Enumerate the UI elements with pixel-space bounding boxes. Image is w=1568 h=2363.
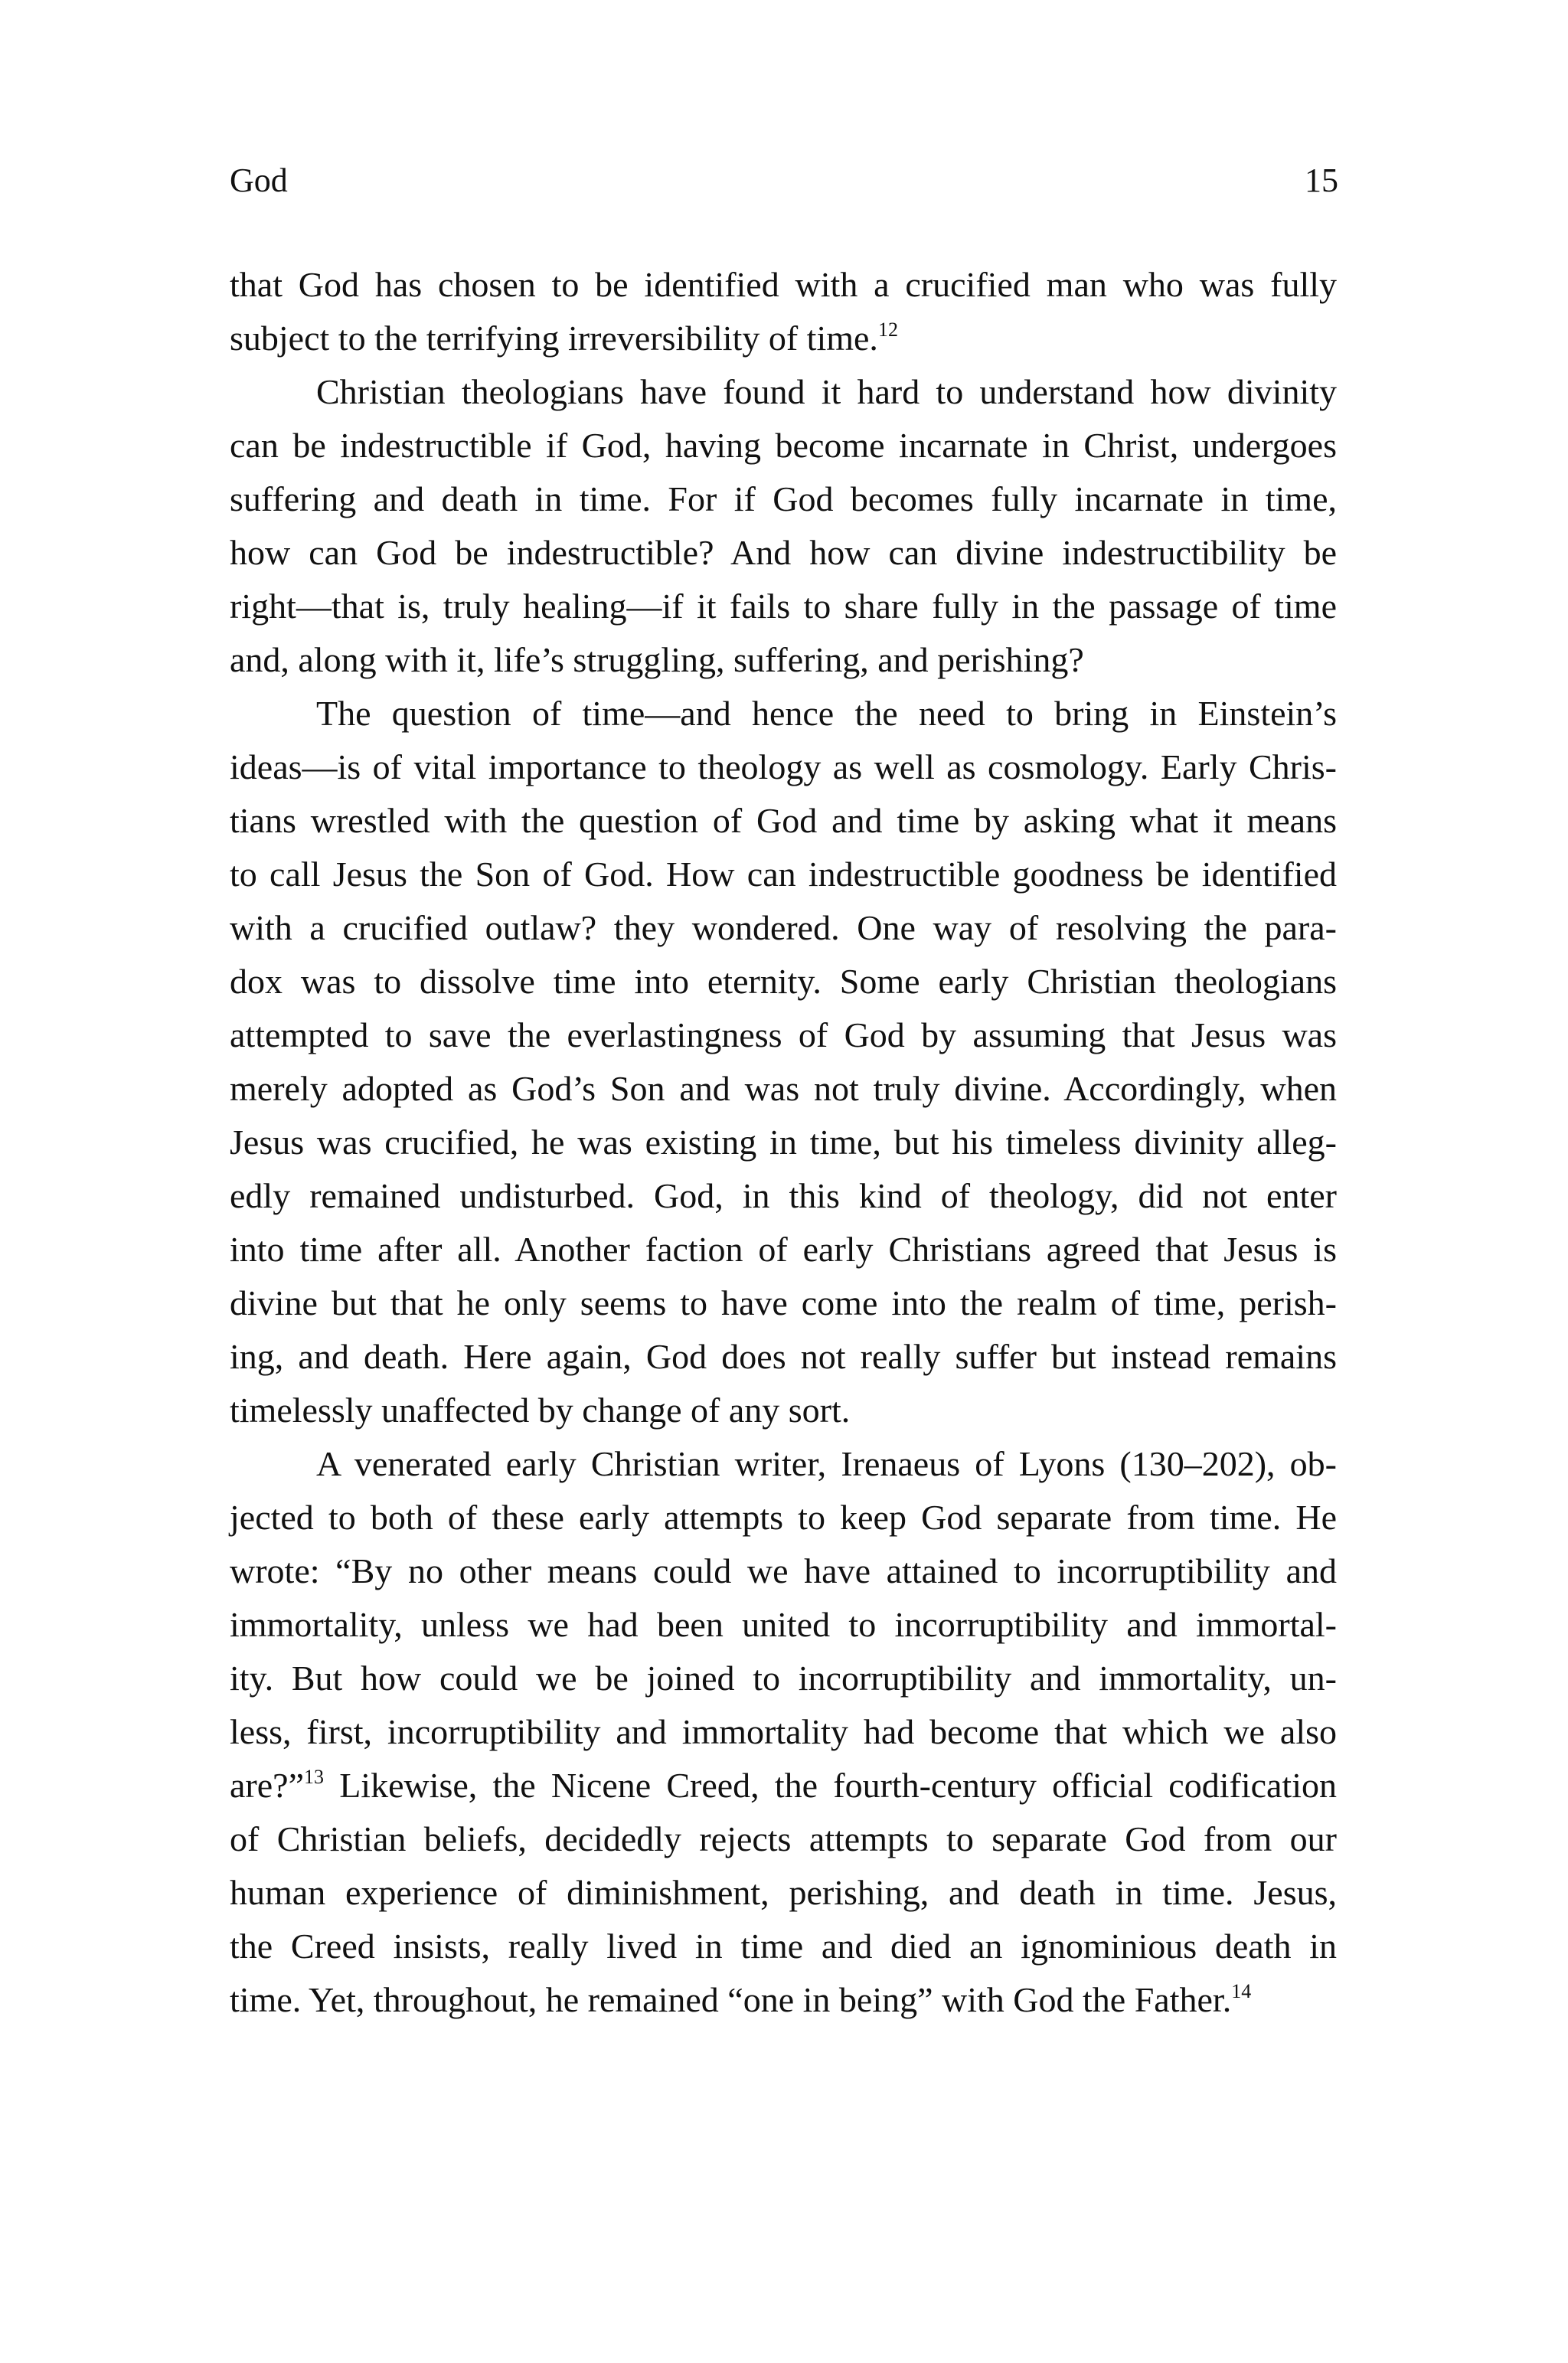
paragraph — [230, 258, 1337, 365]
running-head-title: God — [230, 162, 288, 199]
text-line: attempted to save the everlastingness of God by assuming that Jesus was — [230, 1015, 1337, 1054]
paragraph — [230, 1437, 1337, 2027]
text-line: immortality, unless we had been united to incorruptibility and immortal- — [230, 1605, 1337, 1644]
footnote-ref: 13 — [304, 1765, 324, 1788]
text-line: subject to the terrifying irreversibility of time.$^{12}$ — [230, 318, 898, 358]
text-line: can be indestructible if God, having become incarnate in Christ, undergoes — [230, 426, 1337, 465]
text-line: less, first, incorruptibility and immortality had become that which we also — [230, 1712, 1337, 1751]
text-line: dox was to dissolve time into eternity. Some early Christian theologians — [230, 962, 1337, 1001]
text-line: divine but that he only seems to have come into the realm of time, perish- — [230, 1283, 1337, 1322]
text-line: right—that is, truly healing—if it fails to share fully in the passage of time — [230, 587, 1337, 626]
text-line: into time after all. Another faction of early Christians agreed that Jesus is — [230, 1230, 1337, 1269]
text-line: timelessly unaffected by change of any sort. — [230, 1391, 851, 1430]
text-line: ity. But how could we be joined to incorruptibility and immortality, un- — [230, 1659, 1337, 1698]
running-head — [230, 158, 1338, 204]
text-line: with a crucified outlaw? they wondered. One way of resolving the para- — [230, 908, 1337, 947]
text-line: wrote: “By no other means could we have attained to incorruptibility and — [230, 1551, 1337, 1590]
text-line: that God has chosen to be identified with a crucified man who was fully — [230, 265, 1337, 304]
text-line: and, along with it, life’s struggling, suffering, and perishing? — [230, 640, 1084, 679]
paragraph — [230, 687, 1337, 1437]
text-line: of Christian beliefs, decidedly rejects attempts to separate God from our — [230, 1819, 1337, 1858]
text-line: ing, and death. Here again, God does not really suffer but instead remains — [230, 1337, 1337, 1376]
text-line: The question of time—and hence the need to bring in Einstein’s — [316, 694, 1337, 733]
text-line: Christian theologians have found it hard to understand how divinity — [316, 372, 1337, 411]
text-line: tians wrestled with the question of God and time by asking what it means — [230, 801, 1337, 840]
page-number: 15 — [1305, 162, 1338, 199]
text-line: edly remained undisturbed. God, in this kind of theology, did not enter — [230, 1176, 1337, 1215]
footnote-ref: 12 — [877, 318, 898, 341]
body-text — [230, 258, 1337, 2027]
text-line: ideas—is of vital importance to theology as well as cosmology. Early Chris- — [230, 747, 1337, 786]
text-line: time. Yet, throughout, he remained “one in being” with God the Father.$^{14}$ — [230, 1979, 1252, 2019]
text-line: merely adopted as God’s Son and was not truly divine. Accordingly, when — [230, 1069, 1337, 1108]
text-line: Jesus was crucified, he was existing in time, but his timeless divinity alleg- — [230, 1123, 1337, 1162]
text-line: the Creed insists, really lived in time and died an ignominious death in — [230, 1927, 1337, 1966]
text-line: are?”$^{13}$ Likewise, the Nicene Creed, the fourth-century official codification — [230, 1765, 1337, 1805]
text-line: to call Jesus the Son of God. How can indestructible goodness be identified — [230, 855, 1337, 894]
text-line: suffering and death in time. For if God becomes fully incarnate in time, — [230, 479, 1337, 518]
text-line: jected to both of these early attempts to keep God separate from time. He — [230, 1498, 1337, 1537]
footnote-ref: 14 — [1231, 1979, 1252, 2002]
text-line: human experience of diminishment, perishing, and death in time. Jesus, — [230, 1873, 1337, 1912]
text-line: A venerated early Christian writer, Irenaeus of Lyons (130–202), ob- — [316, 1444, 1337, 1483]
text-line: how can God be indestructible? And how can divine indestructibility be — [230, 533, 1337, 572]
paragraph — [230, 365, 1337, 687]
